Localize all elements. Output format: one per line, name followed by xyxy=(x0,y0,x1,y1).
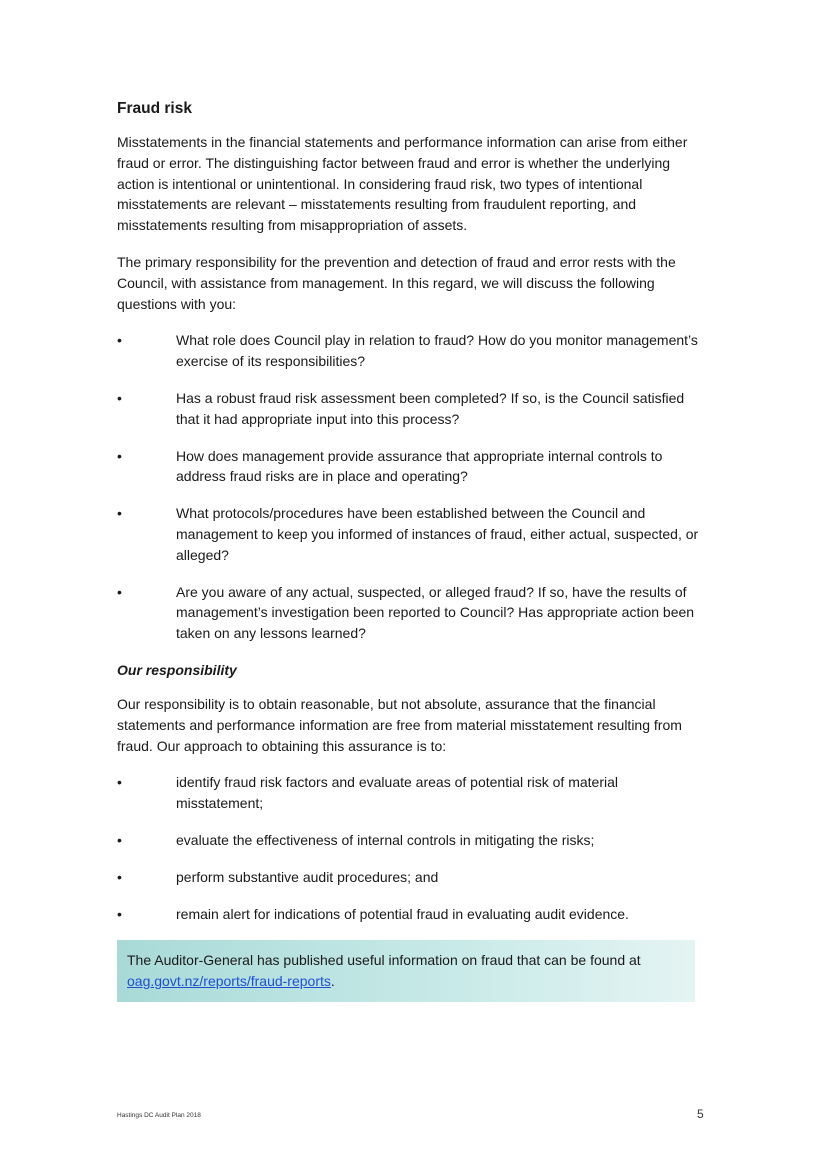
list-item-text: How does management provide assurance that appropriate internal controls to address fraud risks are in place and operating? xyxy=(176,447,663,485)
bullet-icon: • xyxy=(117,389,122,406)
list-item xyxy=(117,830,707,851)
questions-list xyxy=(117,330,707,644)
info-callout-box xyxy=(117,940,695,1002)
list-item-text: remain alert for indications of potential fraud in evaluating audit evidence. xyxy=(176,905,629,922)
list-item-text: identify fraud risk factors and evaluate areas of potential risk of material misstatement; xyxy=(176,774,618,812)
callout-suffix: . xyxy=(330,973,335,990)
bullet-icon: • xyxy=(117,505,122,522)
list-item xyxy=(117,772,707,814)
list-item xyxy=(117,867,707,888)
list-item-text: evaluate the effectiveness of internal controls in mitigating the risks; xyxy=(176,831,595,848)
page-number: 5 xyxy=(697,1107,704,1121)
approach-list xyxy=(117,772,707,924)
bullet-icon: • xyxy=(117,868,122,885)
list-item-text: What role does Council play in relation to fraud? How do you monitor management’s exercise of its responsibilities? xyxy=(176,332,698,370)
list-item xyxy=(117,388,707,430)
list-item xyxy=(117,503,707,565)
bullet-icon: • xyxy=(117,332,122,349)
bullet-icon: • xyxy=(117,774,122,791)
callout-text: The Auditor-General has published useful information on fraud that can be found at xyxy=(127,952,641,969)
list-item-text: perform substantive audit procedures; and xyxy=(176,868,439,885)
list-item xyxy=(117,582,707,644)
bullet-icon: • xyxy=(117,583,122,600)
bullet-icon: • xyxy=(117,905,122,922)
list-item xyxy=(117,330,707,372)
section-heading: Fraud risk xyxy=(117,100,192,117)
paragraph-misstatements: Misstatements in the financial statements and performance information can arise from either fraud or error. The distinguishing factor between fraud and error is whether the underlying action is intentional or unintentional. In considering fraud risk, two types of intentional misstatements are relevant – misstatements resulting from fraudulent reporting, and misstatements resulting from misappropriation of assets. xyxy=(117,134,688,234)
list-item xyxy=(117,904,707,925)
paragraph-our-responsibility: Our responsibility is to obtain reasonable, but not absolute, assurance that the financial statements and performance information are free from material misstatement resulting from fraud. Our approach to obtaining this assurance is to: xyxy=(117,695,682,754)
page-content xyxy=(117,98,707,1002)
list-item-text: What protocols/procedures have been established between the Council and management to keep you informed of instances of fraud, either actual, suspected, or alleged? xyxy=(176,505,699,563)
fraud-reports-link[interactable]: oag.govt.nz/reports/fraud-reports xyxy=(127,973,331,990)
bullet-icon: • xyxy=(117,447,122,464)
subheading-our-responsibility: Our responsibility xyxy=(117,661,237,678)
list-item-text: Has a robust fraud risk assessment been completed? If so, is the Council satisfied that it had appropriate input into this process? xyxy=(176,389,685,427)
bullet-icon: • xyxy=(117,831,122,848)
paragraph-primary-responsibility: The primary responsibility for the prevention and detection of fraud and error rests with the Council, with assistance from management. In this regard, we will discuss the following questions with you: xyxy=(117,253,676,312)
list-item xyxy=(117,446,707,488)
footer-document-title: Hastings DC Audit Plan 2018 xyxy=(117,1112,201,1119)
list-item-text: Are you aware of any actual, suspected, or alleged fraud? If so, have the results of management’s investigation been reported to Council? Has appropriate action been taken on any lessons learned? xyxy=(176,583,695,642)
